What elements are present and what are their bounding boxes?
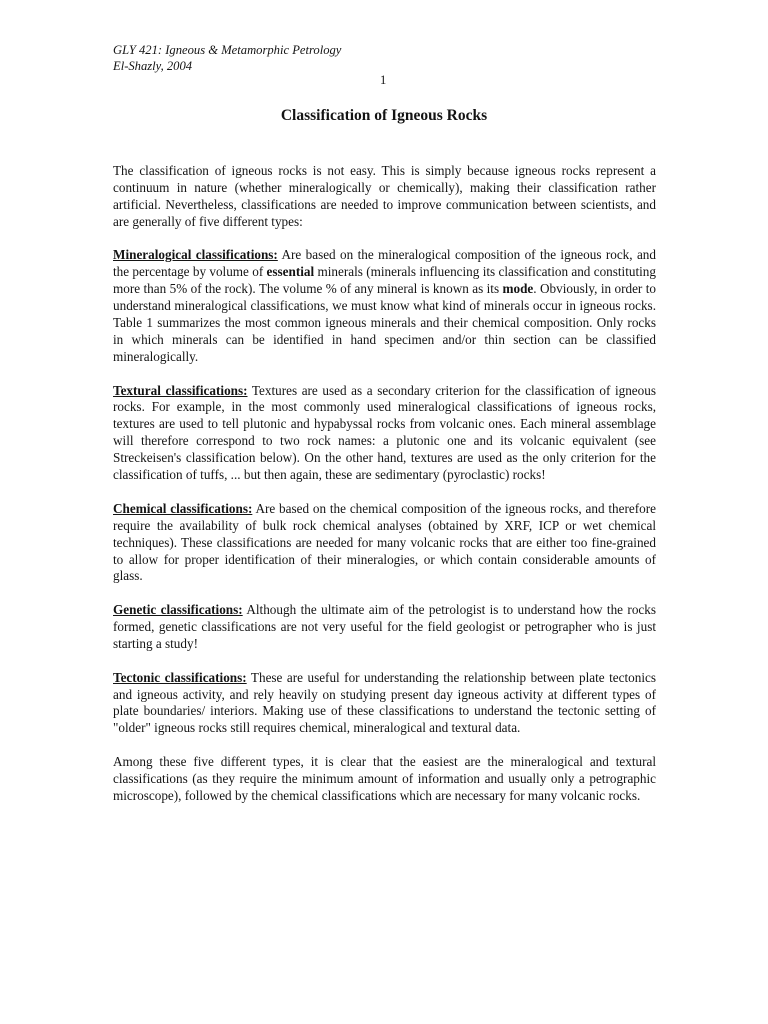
mineralogical-text-2: minerals (minerals influencing its classification and constituting more than 5% of the rock). The volume % of any mineral is known as its (113, 264, 656, 297)
course-title: GLY 421: Igneous & Metamorphic Petrology (113, 43, 342, 57)
mode-term: mode (502, 281, 534, 297)
genetic-paragraph (113, 602, 656, 653)
tectonic-heading: Tectonic classifications: (113, 669, 247, 685)
intro-paragraph: The classification of igneous rocks is not easy. This is simply because igneous rocks represent a continuum in nature (whether mineralogically or chemically), making their classification rather artificial. Nevertheless, classifications are needed to improve communication between scientists, and are generally of five different types: (113, 163, 656, 229)
textural-paragraph (113, 383, 656, 484)
tectonic-text: These are useful for understanding the relationship between plate tectonics and igneous activity, and rely heavily on studying present day igneous activity at different types of plate boundaries/ interiors. Making use of these classifications to understand the tectonic setting of "older" igneous rocks still requires chemical, mineralogical and textural data. (113, 669, 656, 736)
chemical-paragraph (113, 501, 656, 586)
running-header (113, 42, 341, 74)
chemical-text: Are based on the chemical composition of the igneous rocks, and therefore require the availability of bulk rock chemical analyses (obtained by XRF, ICP or wet chemical techniques). These classifications are needed for many volcanic rocks that are either too fine-grained to allow for proper identification of their mineralogies, or which contain considerable amounts of glass. (113, 500, 656, 584)
page-title: Classification of Igneous Rocks (280, 107, 488, 124)
conclusion-paragraph: Among these five different types, it is clear that the easiest are the mineralogical and textural classifications (as they require the minimum amount of information and usually only a petrographic microscope), followed by the chemical classifications which are necessary for many volcanic rocks. (113, 754, 656, 803)
body-text (113, 163, 656, 822)
mineralogical-heading: Mineralogical classifications: (113, 247, 278, 263)
tectonic-paragraph (113, 670, 656, 738)
textural-heading: Textural classifications: (113, 382, 248, 398)
genetic-text: Although the ultimate aim of the petrologist is to understand how the rocks formed, genetic classifications are not very useful for the field geologist or petrographer who is just starting a study! (113, 602, 656, 651)
genetic-heading: Genetic classifications: (113, 602, 243, 618)
author-year: El-Shazly, 2004 (113, 59, 193, 73)
chemical-heading: Chemical classifications: (113, 500, 253, 516)
mineralogical-text-1: Are based on the mineralogical composition of the igneous rock, and the percentage by volume of (113, 247, 656, 280)
essential-term: essential (266, 264, 315, 280)
mineralogical-text-3: . Obviously, in order to understand mineralogical classifications, we must know what kind of minerals occur in igneous rocks. Table 1 summarizes the most common igneous minerals and their chemical composition. Only rocks in which minerals can be identified in hand specimen and/or thin section can be classified mineralogically. (113, 281, 656, 364)
textural-text: Textures are used as a secondary criterion for the classification of igneous rocks. For example, in the most commonly used mineralogical classifications of igneous rocks, textures are used to tell plutonic and hypabyssal rocks from volcanic ones. Each mineral assemblage will therefore correspond to two rock names: a plutonic one and its volcanic equivalent (see Streckeisen's classification below). On the other hand, textures are used as the only criterion for the classification of tuffs, ... but then again, these are sedimentary (pyroclastic) rocks! (113, 382, 656, 483)
mineralogical-paragraph (113, 247, 656, 365)
page-number: 1 (380, 73, 387, 87)
